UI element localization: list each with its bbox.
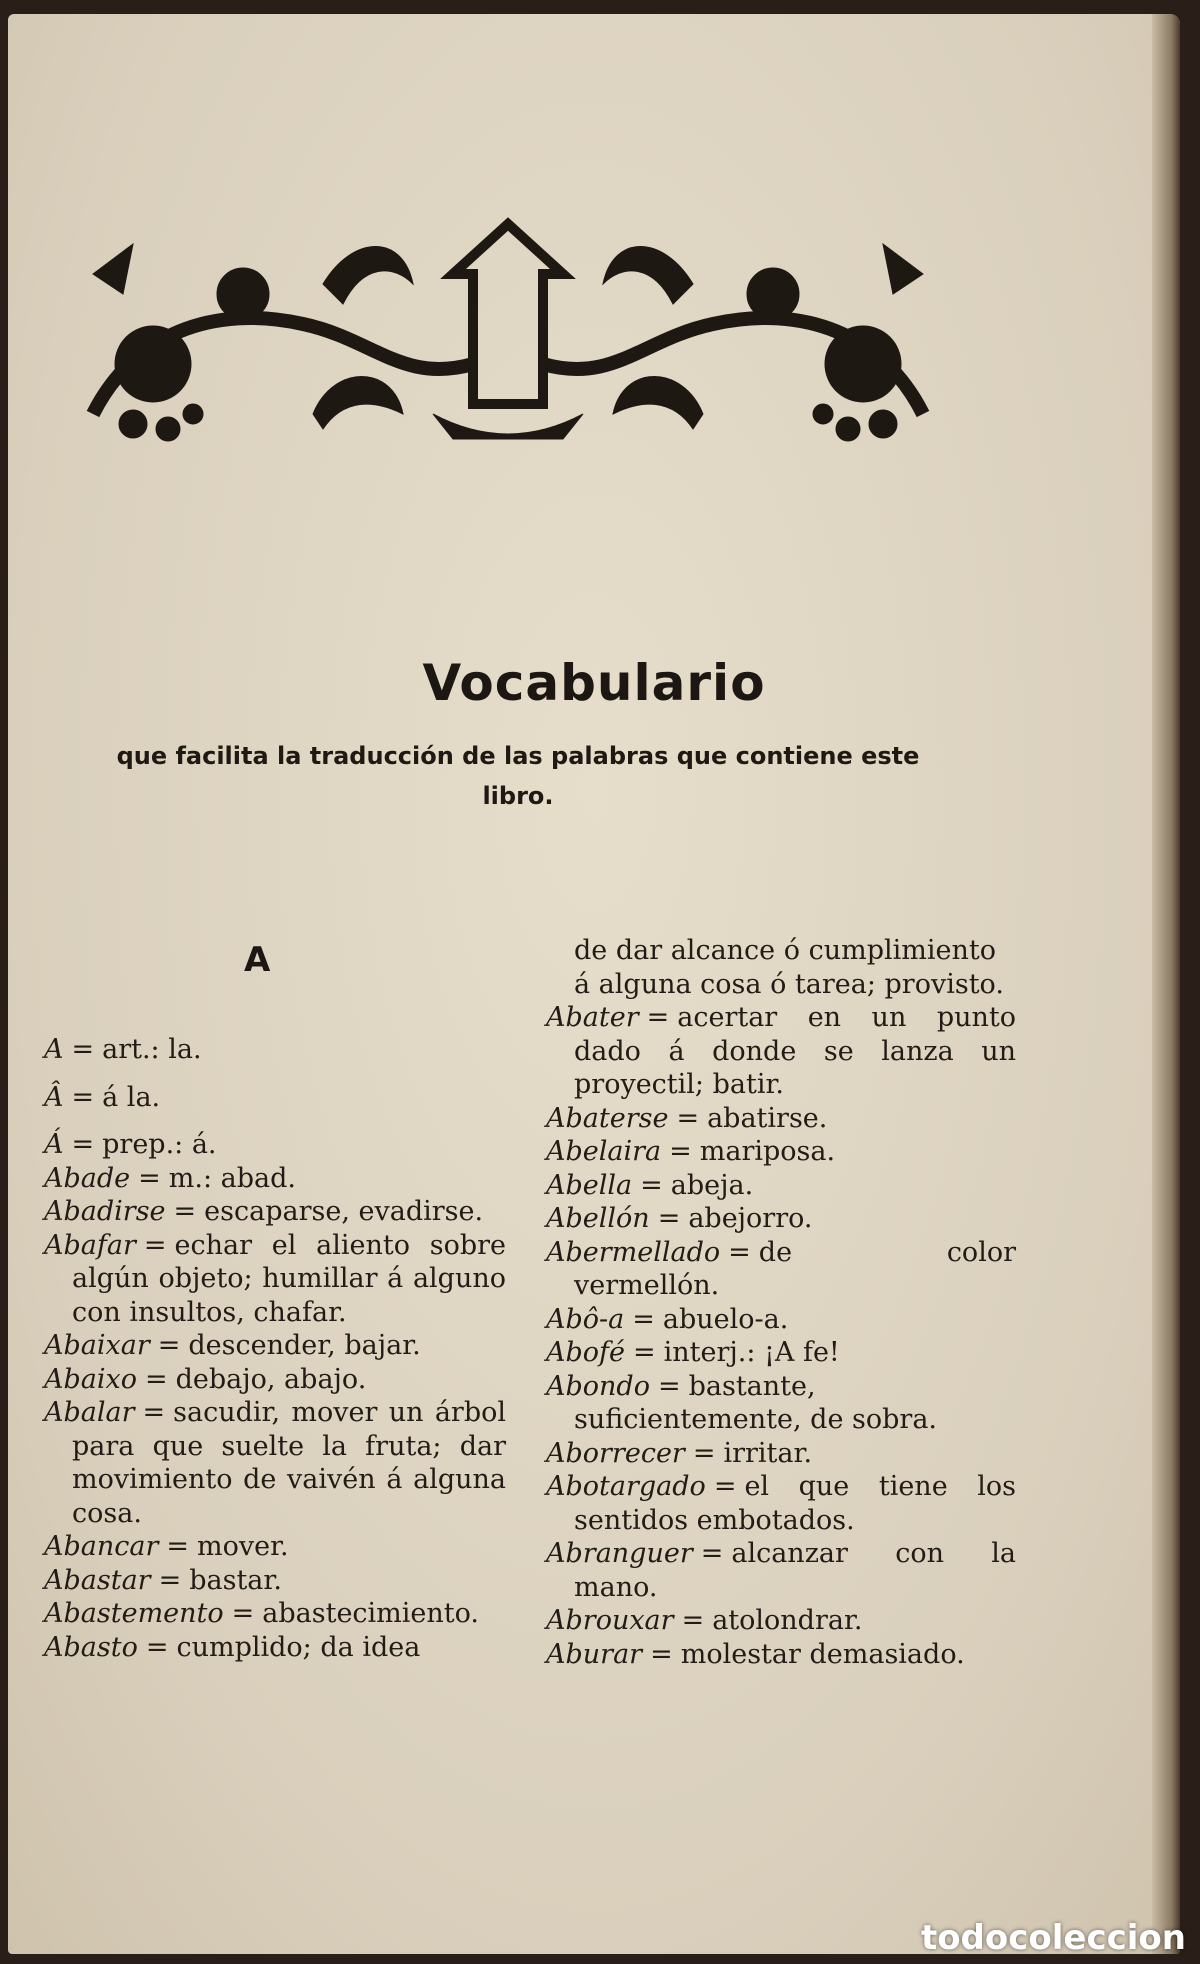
definition: m.: abad. bbox=[168, 1162, 296, 1194]
definition: abatirse. bbox=[707, 1102, 828, 1134]
headword: Â bbox=[44, 1081, 64, 1113]
equals-separator: = bbox=[657, 1203, 681, 1234]
vocabulary-entry bbox=[44, 1195, 506, 1229]
book-page bbox=[8, 14, 1180, 1954]
definition: atolondrar. bbox=[712, 1605, 863, 1636]
definition: alcanzar con la mano. bbox=[574, 1538, 1016, 1603]
vocabulary-entry bbox=[546, 1236, 1016, 1303]
vocabulary-entry bbox=[44, 1530, 506, 1564]
vocabulary-entry bbox=[44, 1329, 506, 1363]
equals-separator: = bbox=[71, 1129, 95, 1160]
headword: Abelaira bbox=[546, 1136, 662, 1167]
headword: Abasto bbox=[44, 1631, 138, 1663]
vocabulary-entry bbox=[44, 1081, 506, 1115]
definition: mariposa. bbox=[699, 1136, 836, 1167]
headword: Abellón bbox=[546, 1203, 650, 1234]
headword: Abranguer bbox=[546, 1538, 693, 1569]
equals-separator: = bbox=[692, 1437, 716, 1469]
vocabulary-entry bbox=[44, 1229, 506, 1330]
vocabulary-entry bbox=[546, 1437, 1016, 1471]
headword: Abaixar bbox=[44, 1330, 150, 1361]
equals-separator: = bbox=[669, 1136, 692, 1167]
headword: Abella bbox=[546, 1169, 633, 1201]
equals-separator: = bbox=[700, 1538, 724, 1569]
vocabulary-entry bbox=[44, 1631, 506, 1665]
equals-separator: = bbox=[632, 1303, 655, 1335]
vocabulary-entry bbox=[44, 1396, 506, 1530]
headword: Abaixo bbox=[44, 1363, 137, 1395]
vocabulary-entry bbox=[546, 1169, 1016, 1203]
page-edge bbox=[1152, 14, 1180, 1954]
definition: molestar demasiado. bbox=[680, 1638, 965, 1670]
equals-separator: = bbox=[138, 1162, 161, 1194]
equals-separator: = bbox=[681, 1605, 705, 1636]
headword: Abastemento bbox=[44, 1598, 224, 1629]
headword: Abermellado bbox=[546, 1236, 721, 1268]
headword: Abade bbox=[44, 1162, 131, 1194]
headword: Aborrecer bbox=[546, 1437, 685, 1469]
vocabulary-entry bbox=[44, 1162, 506, 1196]
left-column bbox=[44, 1019, 506, 1664]
definition: cumplido; da idea bbox=[176, 1631, 421, 1663]
definition: el que tiene los sentidos embotados. bbox=[574, 1471, 1016, 1536]
definition: abeja. bbox=[670, 1169, 754, 1201]
headword: Abancar bbox=[44, 1531, 159, 1562]
vocabulary-entry bbox=[546, 1537, 1016, 1604]
definition: de color vermellón. bbox=[574, 1236, 1016, 1301]
vocabulary-entry bbox=[546, 1102, 1016, 1136]
section-letter: A bbox=[244, 940, 271, 980]
equals-separator: = bbox=[231, 1598, 255, 1629]
definition: abejorro. bbox=[688, 1203, 813, 1234]
equals-separator: = bbox=[71, 1034, 95, 1065]
headword: Abondo bbox=[546, 1370, 650, 1402]
page-title: Vocabulario bbox=[422, 654, 766, 712]
definition: bastar. bbox=[189, 1564, 282, 1596]
definition: irritar. bbox=[723, 1437, 813, 1469]
headword: Aburar bbox=[546, 1638, 643, 1670]
definition: escaparse, evadirse. bbox=[204, 1196, 484, 1227]
vocabulary-entry bbox=[546, 1303, 1016, 1337]
vocabulary-entry bbox=[546, 1336, 1016, 1370]
headword: A bbox=[44, 1034, 64, 1065]
vocabulary-entry bbox=[44, 1033, 506, 1067]
headword: Abrouxar bbox=[546, 1605, 674, 1636]
headword: Abadirse bbox=[44, 1196, 166, 1227]
definition: á la. bbox=[102, 1081, 161, 1113]
headword: Abastar bbox=[44, 1564, 151, 1596]
equals-separator: = bbox=[145, 1363, 168, 1395]
vocabulary-entry bbox=[546, 1135, 1016, 1169]
headword: Abalar bbox=[44, 1397, 135, 1428]
definition: prep.: á. bbox=[102, 1129, 217, 1160]
equals-separator: = bbox=[142, 1397, 166, 1428]
equals-separator: = bbox=[143, 1229, 167, 1261]
headword: Abotargado bbox=[546, 1471, 706, 1502]
vocabulary-entry bbox=[546, 1604, 1016, 1638]
equals-separator: = bbox=[157, 1330, 181, 1361]
page-subtitle: que facilita la traducción de las palabras que contiene este libro. bbox=[116, 742, 920, 810]
vocabulary-entry bbox=[44, 1128, 506, 1162]
continuation-text: de dar alcance ó cumplimiento á alguna cosa ó tarea; provisto. bbox=[574, 935, 1004, 1000]
equals-separator: = bbox=[713, 1471, 737, 1502]
equals-separator: = bbox=[650, 1638, 673, 1670]
watermark-text: todocoleccion bbox=[920, 1918, 1186, 1958]
vocabulary-entry bbox=[546, 1202, 1016, 1236]
definition: interj.: ¡A fe! bbox=[663, 1337, 840, 1368]
equals-separator: = bbox=[633, 1337, 656, 1368]
definition: sacudir, mover un árbol para que suelte la fruta; dar movimiento de vaivén á alguna cosa. bbox=[72, 1397, 506, 1529]
equals-separator: = bbox=[158, 1564, 182, 1596]
right-column bbox=[546, 934, 1016, 1671]
vocabulary-entry bbox=[546, 1370, 1016, 1437]
equals-separator: = bbox=[71, 1081, 95, 1113]
definition: mover. bbox=[197, 1531, 289, 1562]
ornamental-headpiece bbox=[73, 214, 943, 454]
definition: abuelo-a. bbox=[662, 1303, 789, 1335]
right-entries bbox=[546, 1001, 1016, 1671]
equals-separator: = bbox=[657, 1370, 681, 1402]
vocabulary-entry bbox=[44, 1564, 506, 1598]
definition: echar el aliento sobre algún objeto; humillar á alguno con insultos, chafar. bbox=[72, 1229, 506, 1328]
headword: Abater bbox=[546, 1002, 639, 1033]
equals-separator: = bbox=[173, 1196, 197, 1227]
definition: acertar en un punto dado á donde se lanza un proyectil; batir. bbox=[574, 1002, 1016, 1100]
definition: abastecimiento. bbox=[262, 1598, 480, 1629]
vocabulary-entry bbox=[546, 1638, 1016, 1672]
definition: debajo, abajo. bbox=[175, 1363, 367, 1395]
headword: Abofé bbox=[546, 1337, 626, 1368]
vocabulary-entry bbox=[44, 1597, 506, 1631]
definition: descender, bajar. bbox=[188, 1330, 421, 1361]
equals-separator: = bbox=[646, 1002, 670, 1033]
equals-separator: = bbox=[728, 1236, 751, 1268]
definition: art.: la. bbox=[102, 1034, 202, 1065]
equals-separator: = bbox=[676, 1102, 700, 1134]
vocabulary-entry bbox=[546, 1001, 1016, 1102]
equals-separator: = bbox=[640, 1169, 663, 1201]
vocabulary-entry bbox=[546, 1470, 1016, 1537]
equals-separator: = bbox=[145, 1631, 169, 1663]
headword: Á bbox=[44, 1129, 64, 1160]
headword: Abaterse bbox=[546, 1102, 669, 1134]
equals-separator: = bbox=[166, 1531, 190, 1562]
headword: Abô-a bbox=[546, 1303, 625, 1335]
definition: bastante, suficientemente, de sobra. bbox=[574, 1370, 937, 1435]
headword: Abafar bbox=[44, 1229, 136, 1261]
vocabulary-entry bbox=[44, 1363, 506, 1397]
